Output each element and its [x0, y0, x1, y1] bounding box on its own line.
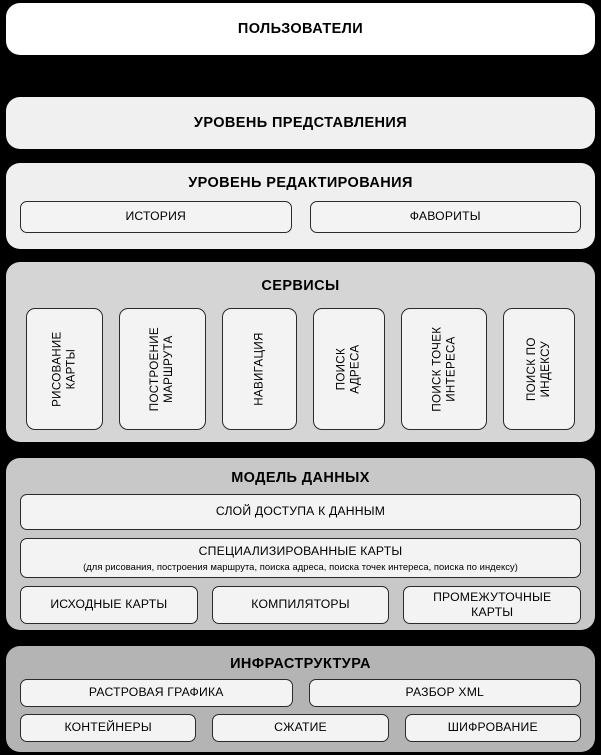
editing-box-history [20, 201, 292, 233]
service-box-poi-search [401, 308, 488, 430]
editing-box-favorites-label: ФАВОРИТЫ [409, 209, 481, 224]
infrastructure-box-containers-label: КОНТЕЙНЕРЫ [64, 720, 152, 735]
infrastructure-box-compression-label: СЖАТИЕ [274, 720, 327, 735]
editing-boxes-row [6, 201, 595, 233]
infrastructure-box-encryption-label: ШИФРОВАНИЕ [447, 720, 538, 735]
service-box-index-search-label [525, 337, 553, 401]
infrastructure-box-raster-graphics-label: РАСТРОВАЯ ГРАФИКА [88, 685, 224, 700]
infrastructure-box-compression [212, 714, 388, 742]
datamodel-box-intermediate-maps-label [433, 590, 551, 621]
service-label-line2: АДРЕСА [348, 344, 362, 394]
service-box-route-building [119, 308, 205, 430]
datamodel-box-access-layer [20, 494, 581, 530]
service-box-address-search [313, 308, 385, 430]
datamodel-box-compilers [212, 586, 390, 624]
layer-datamodel-title: МОДЕЛЬ ДАННЫХ [231, 470, 370, 486]
service-label-line1: НАВИГАЦИЯ [252, 332, 266, 406]
editing-box-history-label: ИСТОРИЯ [125, 209, 187, 224]
intermediate-maps-line2: КАРТЫ [471, 605, 514, 619]
service-box-address-search-label [335, 344, 363, 393]
datamodel-box-source-maps-label: ИСХОДНЫЕ КАРТЫ [50, 597, 168, 612]
datamodel-box-specialized-maps-subtitle: (для рисования, построения маршрута, поиска адреса, поиска точек интереса, поиска по индексу) [83, 560, 518, 572]
layer-services-title: СЕРВИСЫ [261, 278, 340, 294]
datamodel-box-compilers-label: КОМПИЛЯТОРЫ [251, 597, 350, 612]
datamodel-box-specialized-maps [20, 538, 581, 578]
datamodel-box-intermediate-maps [403, 586, 581, 624]
infrastructure-box-encryption [405, 714, 581, 742]
intermediate-maps-line1: ПРОМЕЖУТОЧНЫЕ [433, 589, 552, 604]
service-box-navigation [222, 308, 297, 430]
service-label-line2: ИНТЕРЕСА [443, 336, 457, 402]
infrastructure-row-1 [6, 679, 595, 707]
datamodel-box-access-layer-label: СЛОЙ ДОСТУПА К ДАННЫМ [215, 504, 386, 519]
layer-infrastructure-title: ИНФРАСТРУКТУРА [230, 656, 371, 672]
layer-editing [6, 163, 595, 249]
layer-users-title: ПОЛЬЗОВАТЕЛИ [237, 21, 364, 37]
infrastructure-box-xml-parsing-label: РАЗБОР XML [405, 685, 485, 700]
layer-editing-title: УРОВЕНЬ РЕДАКТИРОВАНИЯ [188, 175, 413, 191]
service-label-line1: ПОИСК ТОЧЕК [429, 326, 443, 412]
service-box-index-search [503, 308, 575, 430]
layer-presentation-title: УРОВЕНЬ ПРЕДСТАВЛЕНИЯ [193, 115, 408, 131]
layer-datamodel [6, 458, 595, 630]
infrastructure-box-containers [20, 714, 196, 742]
layer-services [6, 262, 595, 442]
service-box-map-drawing-label [51, 331, 79, 406]
layer-infrastructure [6, 646, 595, 752]
datamodel-box-specialized-maps-title: СПЕЦИАЛИЗИРОВАННЫЕ КАРТЫ [198, 543, 403, 558]
service-box-map-drawing [26, 308, 103, 430]
infrastructure-box-xml-parsing [309, 679, 582, 707]
datamodel-access-row [6, 494, 595, 530]
service-label-line2: МАРШРУТА [162, 335, 176, 403]
layer-presentation [6, 97, 595, 149]
datamodel-specialized-row [6, 538, 595, 578]
service-box-poi-search-label [430, 327, 458, 412]
service-label-line1: ПОИСК [334, 347, 348, 391]
service-label-line2: ИНДЕКСУ [539, 340, 553, 398]
service-box-route-building-label [148, 327, 176, 411]
infrastructure-row-2 [6, 714, 595, 742]
service-label-line1: ПОСТРОЕНИЕ [148, 326, 162, 412]
service-label-line2: КАРТЫ [64, 348, 78, 390]
service-label-line1: ПОИСК ПО [525, 337, 539, 401]
services-boxes-row [6, 308, 595, 430]
editing-box-favorites [310, 201, 582, 233]
service-box-navigation-label [252, 332, 266, 405]
datamodel-bottom-row [6, 586, 595, 624]
datamodel-box-source-maps [20, 586, 198, 624]
infrastructure-box-raster-graphics [20, 679, 293, 707]
service-label-line1: РИСОВАНИЕ [50, 331, 64, 407]
layer-users [6, 3, 595, 55]
